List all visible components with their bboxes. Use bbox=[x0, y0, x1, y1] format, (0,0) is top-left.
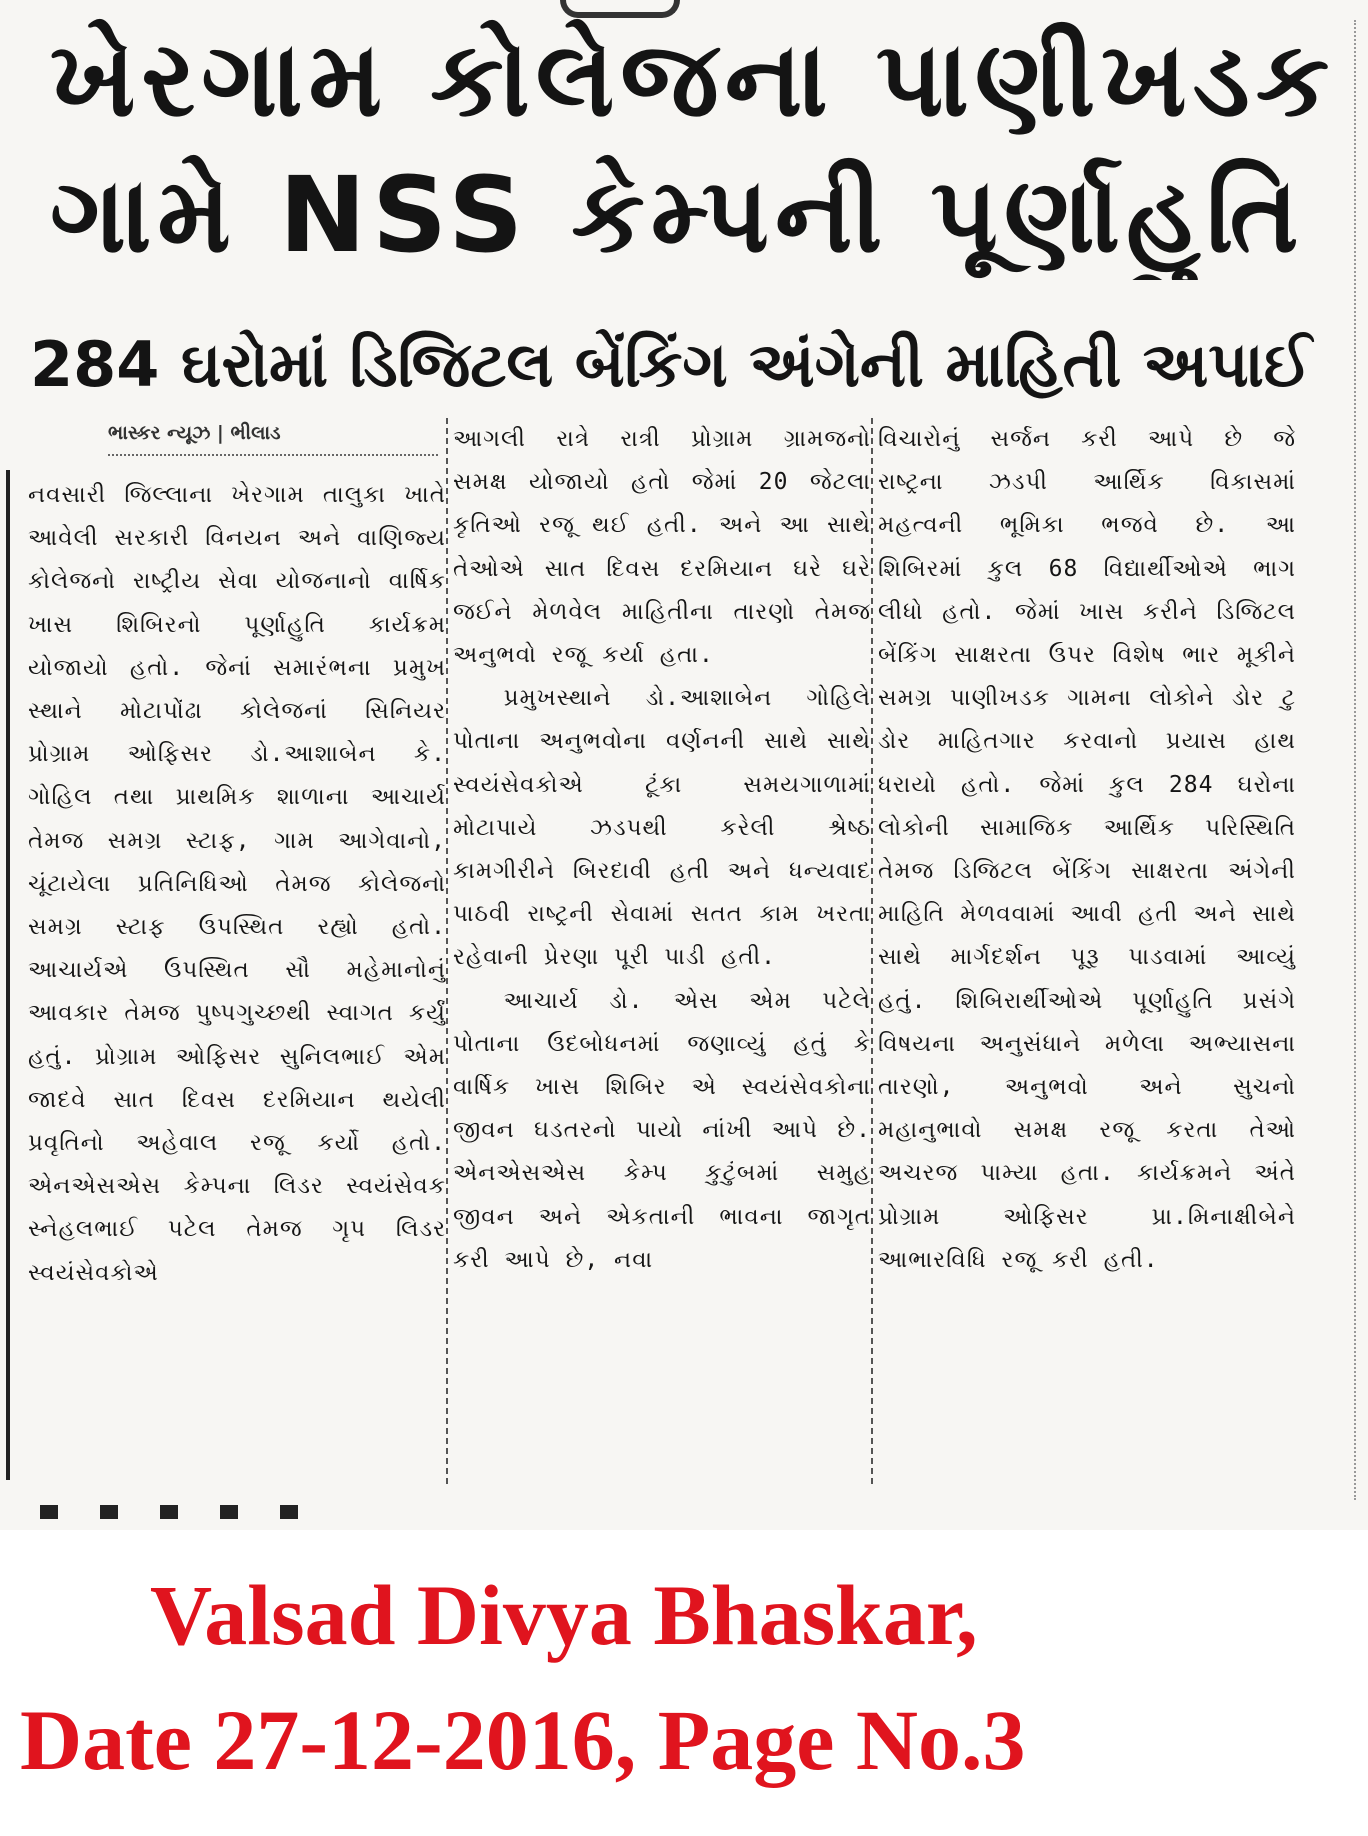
column-1-text: નવસારી જિલ્લાના ખેરગામ તાલુકા ખાતે આવેલી સરકારી વિનયન અને વાણિજ્ય કોલેજનો રાષ્ટ્રીય સેવા યોજનાનો વાર્ષિક ખાસ શિબિરનો પૂર્ણાહુતિ કાર્યક્રમ યોજાયો હતો. જેનાં સમારંભના પ્રમુખ સ્થાને મોટાપોંઢા કોલેજનાં સિનિયર પ્રોગ્રામ ઓફિસર ડો.આશાબેન કે. ગોહિલ તથા પ્રાથમિક શાળાના આચાર્ય તેમજ સમગ્ર સ્ટાફ, ગામ આગેવાનો, ચૂંટાયેલા પ્રતિનિધિઓ તેમજ કોલેજનો સમગ્ર સ્ટાફ ઉપસ્થિત રહ્યો હતો. આચાર્યએ ઉપસ્થિત સૌ મહેમાનોનું આવકાર તેમજ પુષ્પગુચ્છથી સ્વાગત કર્યું હતું. પ્રોગ્રામ ઓફિસર સુનિલભાઈ એમ જાદવે સાત દિવસ દરમિયાન થયેલી પ્રવૃતિનો અહેવાલ રજૂ કર્યો હતો. એનએસએસ કેમ્પના લિડર સ્વયંસેવક સ્નેહલભાઈ પટેલ તેમજ ગૃપ લિડર સ્વયંસેવકોએ bbox=[28, 482, 446, 1286]
column-3-text: વિચારોનું સર્જન કરી આપે છે જે રાષ્ટ્રના ઝડપી આર્થિક વિકાસમાં મહત્વની ભૂમિકા ભજવે છે. આ શિબિરમાં કુલ 68 વિદ્યાર્થીઓએ ભાગ લીધો હતો. જેમાં ખાસ કરીને ડિજિટલ બેંકિંગ સાક્ષરતા ઉપર વિશેષ ભાર મૂકીને સમગ્ર પાણીખડક ગામના લોકોને ડોર ટુ ડોર માહિતગાર કરવાનો પ્રયાસ હાથ ધરાયો હતો. જેમાં કુલ 284 ઘરોના લોકોની સામાજિક આર્થિક પરિસ્થિતિ તેમજ ડિજિટલ બેંકિંગ સાક્ષરતા અંગેની માહિતિ મેળવવામાં આવી હતી અને સાથે સાથે માર્ગદર્શન પૂરૂ પાડવામાં આવ્યું હતું. શિબિરાર્થીઓએ પૂર્ણાહુતિ પ્રસંગે વિષયના અનુસંધાને મળેલા અભ્યાસના તારણો, અનુભવો અને સુચનો મહાનુભાવો સમક્ષ રજૂ કરતા તેઓ અચરજ પામ્યા હતા. કાર્યક્રમને અંતે પ્રોગ્રામ ઓફિસર પ્રા.મિનાક્ષીબેને આભારવિધિ રજૂ કરી હતી. bbox=[878, 426, 1296, 1273]
article-body bbox=[28, 418, 1328, 1498]
column-2-paragraph-2: પ્રમુખસ્થાને ડો.આશાબેન ગોહિલે પોતાના અનુભવોના વર્ણનની સાથે સાથે સ્વયંસેવકોએ ટૂંકા સમયગાળામાં મોટાપાયે ઝડપથી કરેલી શ્રેષ્ઠ કામગીરીને બિરદાવી હતી અને ધન્યવાદ પાઠવી રાષ્ટ્રની સેવામાં સતત કામ ખરતા રહેવાની પ્રેરણા પૂરી પાડી હતી. bbox=[453, 685, 871, 971]
column-2-paragraph-1: આગલી રાત્રે રાત્રી પ્રોગ્રામ ગ્રામજનો સમક્ષ યોજાયો હતો જેમાં 20 જેટલા કૃતિઓ રજૂ થઈ હતી. અને આ સાથે તેઓએ સાત દિવસ દરમિયાન ઘરે ઘરે જઈને મેળવેલ માહિતીના તારણો તેમજ અનુભવો રજૂ કર્યા હતા. bbox=[453, 426, 871, 669]
cropped-text-fragment bbox=[40, 1505, 300, 1519]
article-column-3 bbox=[878, 418, 1296, 1498]
dateline: ભાસ્કર ન્યૂઝ | ભીલાડ bbox=[108, 418, 438, 456]
column-border bbox=[6, 470, 10, 1480]
source-publication: Valsad Divya Bhaskar, bbox=[150, 1567, 978, 1663]
column-divider bbox=[446, 418, 448, 1488]
headline-line-1: ખેરગામ કોલેજના પાણીખડક bbox=[50, 18, 1336, 140]
article-column-2 bbox=[453, 418, 871, 1498]
column-divider bbox=[871, 418, 873, 1488]
subheadline: 284 ઘરોમાં ડિજિટલ બેંકિંગ અંગેની માહિતી અપાઈ bbox=[30, 328, 1312, 401]
column-2-paragraph-3: આચાર્ય ડો. એસ એમ પટેલે પોતાના ઉદબોધનમાં જણાવ્યું હતું કે વાર્ષિક ખાસ શિબિર એ સ્વયંસેવકોના જીવન ઘડતરનો પાયો નાંખી આપે છે. એનએસએસ કેમ્પ કુટુંબમાં સમુહ જીવન અને એકતાની ભાવના જાગૃત કરી આપે છે, નવા bbox=[453, 987, 871, 1273]
headline-line-2: ગામે NSS કેમ્પની પૂર્ણાહુતિ bbox=[50, 154, 1305, 276]
article-column-1 bbox=[28, 418, 446, 1498]
source-date-page: Date 27-12-2016, Page No.3 bbox=[20, 1692, 1026, 1788]
